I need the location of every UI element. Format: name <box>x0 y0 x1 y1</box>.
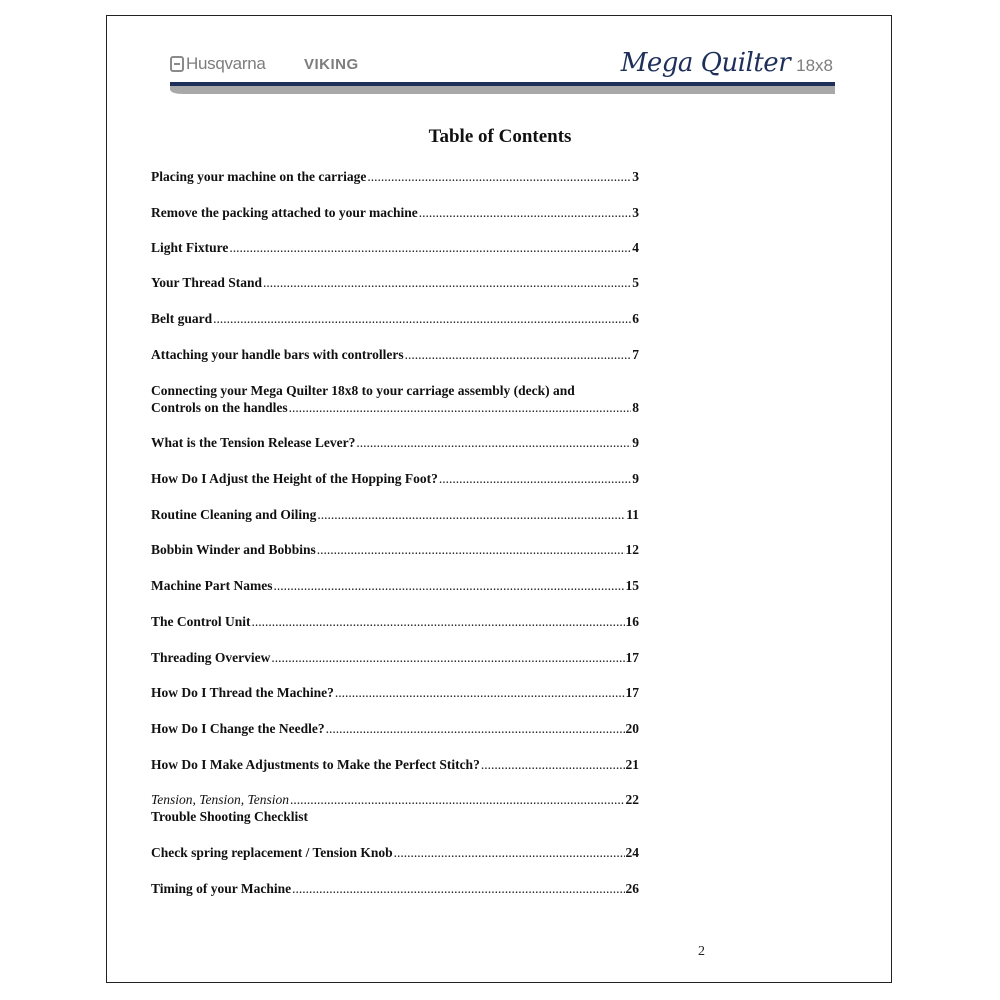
toc-entry-page: 5 <box>632 275 639 290</box>
toc-entry <box>151 791 639 825</box>
toc-entry-page: 26 <box>625 881 639 896</box>
toc-entry-label: Attaching your handle bars with controllers <box>151 347 404 362</box>
page-title: Table of Contents <box>428 126 572 147</box>
toc-dot-leader <box>439 470 631 487</box>
toc-entry-page: 24 <box>625 845 639 860</box>
toc-entry <box>151 506 639 523</box>
document-page <box>106 15 892 983</box>
toc-dot-leader <box>271 649 624 666</box>
toc-entry-page: 16 <box>625 614 639 629</box>
toc-entry <box>151 844 639 861</box>
toc-entry <box>151 204 639 221</box>
toc-entry <box>151 239 639 256</box>
toc-entry-label: Routine Cleaning and Oiling <box>151 507 317 522</box>
toc-entry-label: How Do I Make Adjustments to Make the Perfect Stitch? <box>151 757 480 772</box>
toc-entry <box>151 720 639 737</box>
toc-entry-label: Bobbin Winder and Bobbins <box>151 542 316 557</box>
toc-entry-label: Light Fixture <box>151 240 229 255</box>
toc-dot-leader <box>405 346 632 363</box>
toc-entry <box>151 382 639 416</box>
toc-entry <box>151 541 639 558</box>
toc-entry-page: 7 <box>632 347 639 362</box>
toc-entry-label: Timing of your Machine <box>151 881 292 896</box>
toc-entry-page: 21 <box>625 757 639 772</box>
toc-dot-leader <box>252 613 625 630</box>
toc-dot-leader <box>367 168 631 185</box>
toc-entry <box>151 880 639 897</box>
toc-entry-label: Remove the packing attached to your machine <box>151 205 418 220</box>
toc-entry-page: 8 <box>632 400 639 415</box>
toc-entry-label: Your Thread Stand <box>151 275 263 290</box>
toc-dot-leader <box>335 684 625 701</box>
toc-dot-leader <box>290 791 624 808</box>
toc-entry-page: 3 <box>632 169 639 184</box>
toc-dot-leader <box>481 756 625 773</box>
husqvarna-crown-icon <box>170 56 184 72</box>
toc-entry <box>151 434 639 451</box>
toc-dot-leader <box>292 880 624 897</box>
toc-dot-leader <box>263 274 631 291</box>
toc-entry <box>151 310 639 327</box>
toc-entry <box>151 756 639 773</box>
toc-entry-label: Machine Part Names <box>151 578 273 593</box>
toc-dot-leader <box>326 720 625 737</box>
product-model: 18x8 <box>796 56 833 75</box>
toc-entry-page: 15 <box>625 578 639 593</box>
toc-entry-page: 3 <box>632 205 639 220</box>
toc-dot-leader <box>317 506 625 523</box>
toc-entry-page: 20 <box>625 721 639 736</box>
toc-entry <box>151 168 639 185</box>
toc-dot-leader <box>289 399 632 416</box>
toc-entry-label: Tension, Tension, Tension <box>151 792 290 807</box>
toc-entry-label: The Control Unit <box>151 614 251 629</box>
toc-entry-page: 4 <box>632 240 639 255</box>
toc-entry-page: 17 <box>625 685 639 700</box>
toc-entry <box>151 274 639 291</box>
toc-entry-label: Placing your machine on the carriage <box>151 169 367 184</box>
toc-entry-label-continued: Controls on the handles <box>151 400 288 415</box>
husqvarna-wordmark: Husqvarna <box>186 54 266 73</box>
toc-entry <box>151 577 639 594</box>
toc-entry-label: What is the Tension Release Lever? <box>151 435 356 450</box>
page-number: 2 <box>698 944 705 959</box>
product-script-name: Mega Quilter <box>620 48 791 78</box>
toc-entry-label: Threading Overview <box>151 650 271 665</box>
toc-entry-label: Belt guard <box>151 311 213 326</box>
toc-entry-page: 9 <box>632 435 639 450</box>
toc-dot-leader <box>317 541 625 558</box>
toc-entry <box>151 684 639 701</box>
toc-entry <box>151 346 639 363</box>
toc-entry-label: Check spring replacement / Tension Knob <box>151 845 393 860</box>
toc-dot-leader <box>273 577 624 594</box>
toc-entry-label: How Do I Change the Needle? <box>151 721 325 736</box>
toc-entry-page: 6 <box>632 311 639 326</box>
toc-dot-leader <box>419 204 632 221</box>
toc-entry-page: 17 <box>625 650 639 665</box>
toc-dot-leader <box>356 434 631 451</box>
toc-entry-page: 9 <box>632 471 639 486</box>
toc-dot-leader <box>229 239 631 256</box>
toc-dot-leader <box>213 310 631 327</box>
husqvarna-logo <box>170 54 266 74</box>
toc-entry <box>151 649 639 666</box>
viking-logo: VIKING <box>304 56 359 73</box>
toc-entry <box>151 470 639 487</box>
header-swoosh-bar <box>170 82 835 94</box>
toc-entry-page: 11 <box>626 507 639 522</box>
toc-entry-page: 22 <box>625 792 639 807</box>
toc-entry-label: Connecting your Mega Quilter 18x8 to your carriage assembly (deck) and <box>151 383 575 398</box>
toc-dot-leader <box>394 844 625 861</box>
toc-entry-page: 12 <box>625 542 639 557</box>
toc-entry-subheading: Trouble Shooting Checklist <box>151 809 309 824</box>
toc-entry-label: How Do I Thread the Machine? <box>151 685 334 700</box>
toc-entry-label: How Do I Adjust the Height of the Hopping Foot? <box>151 471 438 486</box>
product-logo <box>621 48 833 78</box>
toc-entry <box>151 613 639 630</box>
